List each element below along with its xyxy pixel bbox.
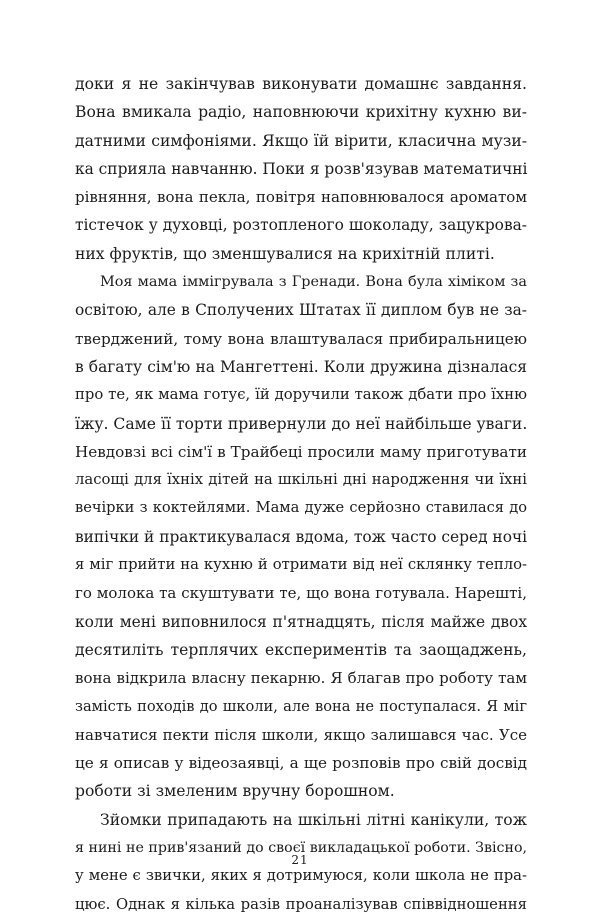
text-line: цює. Однак я кілька разів проаналізував співвідношення: [75, 895, 527, 913]
text-line: випічки й практикувалася вдома, тож часто серед ночі: [75, 527, 528, 546]
text-line: освітою, але в Сполучених Штатах її диплом був не за-: [75, 301, 527, 320]
paragraph-1: [75, 70, 527, 268]
text-line: Моя мама іммігрувала з Гренади. Вона була хіміком за: [100, 274, 527, 291]
text-line: про те, як мама готує, їй доручили також дбати про їхню: [75, 386, 527, 404]
text-line: Вона вмикала радіо, наповнюючи крихітну кухню ви-: [75, 103, 527, 122]
page-body: [75, 70, 527, 919]
text-line: десятиліть терплячих експериментів та заощаджень,: [75, 640, 527, 659]
text-line: датними симфоніями. Якщо їй вірити, класична музи-: [75, 131, 527, 150]
text-line: навчатися пекти після школи, якщо залишався час. Усе: [75, 725, 527, 744]
text-line: го молока та скуштувати те, що вона готувала. Нарешті,: [75, 584, 527, 603]
text-line: я нині не прив'язаний до своєї викладацької роботи. Звісно,: [75, 840, 527, 857]
text-line: в багату сім'ю на Мангеттені. Коли дружина дізналася: [75, 357, 527, 376]
text-line: роботи зі змеленим вручну борошном.: [75, 782, 395, 801]
text-line: тверджений, тому вона влаштувалася прибиральницею: [75, 329, 527, 348]
text-line: їжу. Саме її торти привернули до неї найбільше уваги.: [75, 414, 528, 433]
text-line: Зйомки припадають на шкільні літні канікули, тож: [100, 810, 527, 829]
text-line: ка сприяла навчанню. Поки я розв'язував математичні: [75, 159, 528, 178]
text-line: рівняння, вона пекла, повітря наповнювалося ароматом: [75, 188, 527, 207]
text-line: коли мені виповнилося п'ятнадцять, після майже двох: [75, 612, 527, 631]
text-line: замість походів до школи, але вона не поступалася. Я міг: [75, 697, 527, 715]
text-line: вечірки з коктейлями. Мама дуже серйозно ставилася до: [75, 499, 527, 517]
page-number: 21: [291, 853, 309, 867]
paragraph-2: [75, 268, 527, 806]
text-line: тістечок у духовці, розтопленого шоколаду, зацукрова-: [75, 216, 527, 235]
text-line: них фруктів, що зменшувалися на крихітній плиті.: [75, 244, 495, 263]
text-line: я міг прийти на кухню й отримати від неї склянку тепло-: [75, 556, 527, 574]
text-line: Невдовзі всі сім'ї в Трайбеці просили маму приготувати: [75, 442, 527, 461]
text-line: у мене є звички, яких я дотримуюся, коли школа не пра-: [75, 867, 527, 885]
text-line: доки я не закінчував виконувати домашнє завдання.: [75, 75, 527, 93]
text-line: це я описав у відеозаявці, а ще розповів про свій досвід: [75, 754, 527, 773]
text-line: вона відкрила власну пекарню. Я благав про роботу там: [75, 669, 527, 688]
text-line: ласощі для їхніх дітей на шкільні дні народження чи їхні: [75, 471, 527, 489]
